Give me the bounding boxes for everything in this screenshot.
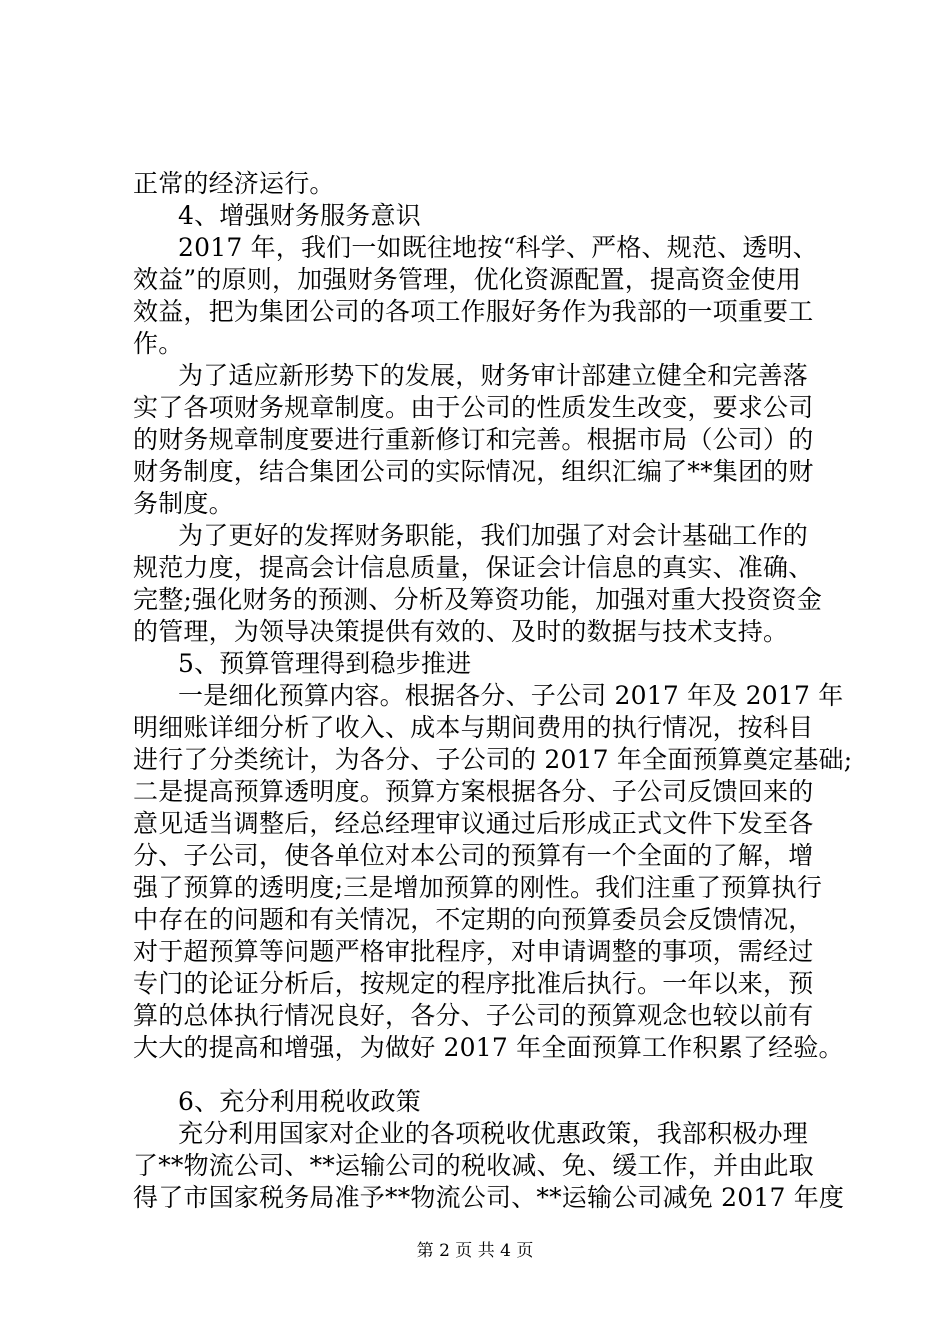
text-line: 充分利用国家对企业的各项税收优惠政策，我部积极办理 — [178, 1119, 809, 1148]
section-heading: 5、预算管理得到稳步推进 — [178, 649, 472, 678]
text-line: 大大的提高和增强，为做好 2017 年全面预算工作积累了经验。 — [133, 1033, 844, 1062]
text-line: 为了适应新形势下的发展，财务审计部建立健全和完善落 — [178, 361, 809, 390]
text-line: 进行了分类统计，为各分、子公司的 2017 年全面预算奠定基础; — [133, 745, 853, 774]
text-line: 作。 — [133, 329, 184, 358]
text-line: 了**物流公司、**运输公司的税收减、免、缓工作，并由此取 — [133, 1151, 814, 1180]
text-line: 的管理，为领导决策提供有效的、及时的数据与技术支持。 — [133, 617, 789, 646]
text-line: 算的总体执行情况良好，各分、子公司的预算观念也较以前有 — [133, 1001, 814, 1030]
section-heading: 6、充分利用税收政策 — [178, 1087, 421, 1116]
text-line: 规范力度，提高会计信息质量，保证会计信息的真实、准确、 — [133, 553, 814, 582]
text-line: 财务制度，结合集团公司的实际情况，组织汇编了**集团的财 — [133, 457, 814, 486]
text-line: 二是提高预算透明度。预算方案根据各分、子公司反馈回来的 — [133, 777, 814, 806]
text-line: 明细账详细分析了收入、成本与期间费用的执行情况，按科目 — [133, 713, 814, 742]
text-line: 一是细化预算内容。根据各分、子公司 2017 年及 2017 年 — [178, 681, 844, 710]
text-line: 务制度。 — [133, 489, 234, 518]
text-line: 分、子公司，使各单位对本公司的预算有一个全面的了解，增 — [133, 841, 814, 870]
text-line: 专门的论证分析后，按规定的程序批准后执行。一年以来，预 — [133, 969, 814, 998]
text-line: 效益，把为集团公司的各项工作服好务作为我部的一项重要工 — [133, 297, 814, 326]
text-line: 效益”的原则，加强财务管理，优化资源配置，提高资金使用 — [133, 265, 802, 294]
text-line: 意见适当调整后，经总经理审议通过后形成正式文件下发至各 — [133, 809, 814, 838]
text-line: 2017 年，我们一如既往地按“科学、严格、规范、透明、 — [178, 233, 818, 262]
text-line: 的财务规章制度要进行重新修订和完善。根据市局（公司）的 — [133, 425, 814, 454]
text-line: 中存在的问题和有关情况，不定期的向预算委员会反馈情况， — [133, 905, 814, 934]
section-heading: 4、增强财务服务意识 — [178, 201, 421, 230]
text-line: 为了更好的发挥财务职能，我们加强了对会计基础工作的 — [178, 521, 809, 550]
text-line: 正常的经济运行。 — [133, 169, 335, 198]
text-line: 强了预算的透明度;三是增加预算的刚性。我们注重了预算执行 — [133, 873, 823, 902]
text-line: 完整;强化财务的预测、分析及筹资功能，加强对重大投资资金 — [133, 585, 823, 614]
page-number-footer: 第 2 页 共 4 页 — [416, 1241, 534, 1261]
text-line: 实了各项财务规章制度。由于公司的性质发生改变，要求公司 — [133, 393, 814, 422]
text-line: 对于超预算等问题严格审批程序，对申请调整的事项，需经过 — [133, 937, 814, 966]
text-line: 得了市国家税务局准予**物流公司、**运输公司减免 2017 年度 — [133, 1183, 845, 1212]
